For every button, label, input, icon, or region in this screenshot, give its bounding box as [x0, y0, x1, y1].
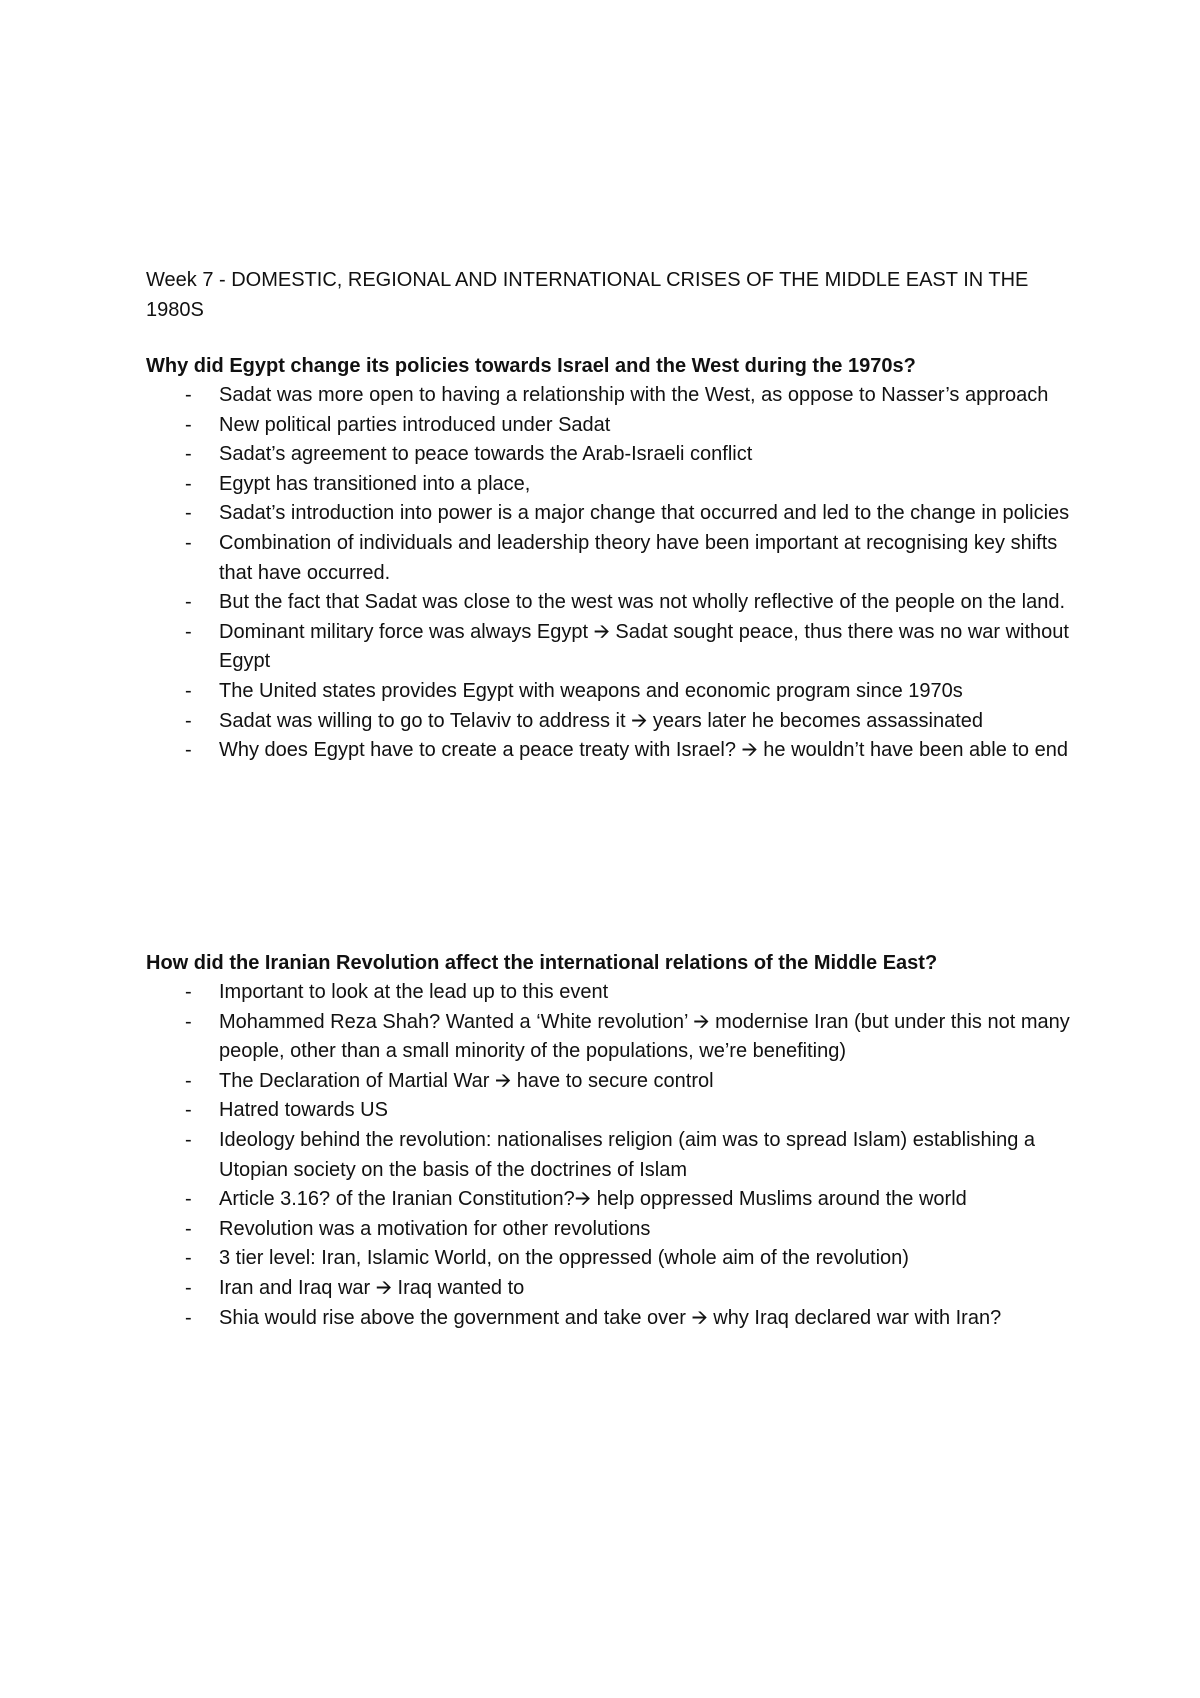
dash-bullet-icon: -: [185, 384, 192, 406]
list-item-text: Sadat was more open to having a relationship with the West, as oppose to Nasser’s approach: [219, 384, 1049, 406]
list-item-text: Hatred towards US: [219, 1099, 388, 1122]
list-item: [146, 1185, 1096, 1215]
section-egypt-policies: [146, 351, 1096, 766]
bullet-list: [146, 978, 1096, 1333]
dash-bullet-icon: -: [185, 1128, 192, 1151]
dash-bullet-icon: -: [185, 1306, 192, 1329]
dash-bullet-icon: -: [185, 1099, 192, 1122]
list-item-text: Sadat’s introduction into power is a major change that occurred and led to the change in policies: [219, 502, 1070, 525]
list-item-text: 3 tier level: Iran, Islamic World, on the oppressed (whole aim of the revolution): [219, 1247, 909, 1270]
section-heading: Why did Egypt change its policies towards Israel and the West during the 1970s?: [146, 355, 916, 377]
list-item-text: Revolution was a motivation for other revolutions: [219, 1217, 651, 1240]
list-item: [146, 1126, 1096, 1185]
list-item-text: But the fact that Sadat was close to the west was not wholly reflective of the people on the land.: [219, 591, 1066, 614]
dash-bullet-icon: -: [185, 472, 192, 495]
bullet-list: [146, 381, 1096, 766]
dash-bullet-icon: -: [185, 591, 192, 614]
dash-bullet-icon: -: [185, 443, 192, 466]
dash-bullet-icon: -: [185, 1217, 192, 1240]
list-item-text: Egypt has transitioned into a place,: [219, 472, 531, 495]
list-item: [146, 736, 1096, 766]
list-item: [146, 1215, 1096, 1245]
dash-bullet-icon: -: [185, 1010, 192, 1033]
dash-bullet-icon: -: [185, 1069, 192, 1092]
dash-bullet-icon: -: [185, 1247, 192, 1270]
list-item-text: Ideology behind the revolution: nationalises religion (aim was to spread Islam) establishing a Utopian society on the basis of the doctrines of Islam: [219, 1128, 1036, 1181]
list-item: [146, 381, 1096, 411]
section-heading: How did the Iranian Revolution affect the international relations of the Middle East?: [146, 952, 938, 974]
dash-bullet-icon: -: [185, 531, 192, 554]
dash-bullet-icon: -: [185, 981, 192, 1003]
dash-bullet-icon: -: [185, 502, 192, 525]
list-item: [146, 618, 1096, 677]
list-item: [146, 677, 1096, 707]
dash-bullet-icon: -: [185, 709, 192, 732]
list-item-text: Shia would rise above the government and take over 🡪 why Iraq declared war with Iran?: [219, 1306, 1002, 1329]
list-item: [146, 411, 1096, 441]
list-item: [146, 1096, 1096, 1126]
list-item: [146, 1304, 1096, 1334]
list-item-text: New political parties introduced under Sadat: [219, 413, 611, 436]
list-item: [146, 1008, 1096, 1067]
list-item-text: Mohammed Reza Shah? Wanted a ‘White revolution’ 🡪 modernise Iran (but under this not many people, other than a small minority of the populations, we’re benefiting): [219, 1010, 1070, 1063]
list-item: [146, 707, 1096, 737]
dash-bullet-icon: -: [185, 679, 192, 702]
list-item-text: Article 3.16? of the Iranian Constitution?🡪 help oppressed Muslims around the world: [219, 1188, 967, 1211]
dash-bullet-icon: -: [185, 1276, 192, 1299]
list-item-text: Important to look at the lead up to this event: [219, 981, 609, 1003]
list-item-text: The Declaration of Martial War 🡪 have to secure control: [219, 1069, 714, 1092]
list-item-text: Iran and Iraq war 🡪 Iraq wanted to: [219, 1276, 525, 1299]
dash-bullet-icon: -: [185, 739, 192, 762]
list-item: [146, 470, 1096, 500]
list-item-text: Sadat was willing to go to Telaviv to address it 🡪 years later he becomes assassinated: [219, 709, 984, 732]
list-item: [146, 440, 1096, 470]
list-item-text: Why does Egypt have to create a peace treaty with Israel? 🡪 he wouldn’t have been able to end: [219, 739, 1068, 762]
document-title: Week 7 - DOMESTIC, REGIONAL AND INTERNATIONAL CRISES OF THE MIDDLE EAST IN THE 1980S: [146, 269, 1029, 321]
list-item: [146, 978, 1096, 1008]
list-item-text: Sadat’s agreement to peace towards the Arab-Israeli conflict: [219, 443, 753, 466]
list-item: [146, 588, 1096, 618]
dash-bullet-icon: -: [185, 413, 192, 436]
list-item-text: The United states provides Egypt with weapons and economic program since 1970s: [219, 679, 963, 702]
dash-bullet-icon: -: [185, 1188, 192, 1211]
list-item: [146, 1244, 1096, 1274]
list-item: [146, 1274, 1096, 1304]
list-item-text: Dominant military force was always Egypt 🡪 Sadat sought peace, thus there was no war without Egypt: [219, 620, 1069, 673]
list-item-text: Combination of individuals and leadership theory have been important at recognising key shifts that have occurred.: [219, 531, 1058, 584]
list-item: [146, 529, 1096, 588]
section-iranian-revolution: [146, 948, 1096, 1333]
list-item: [146, 1067, 1096, 1097]
dash-bullet-icon: -: [185, 620, 192, 643]
list-item: [146, 499, 1096, 529]
